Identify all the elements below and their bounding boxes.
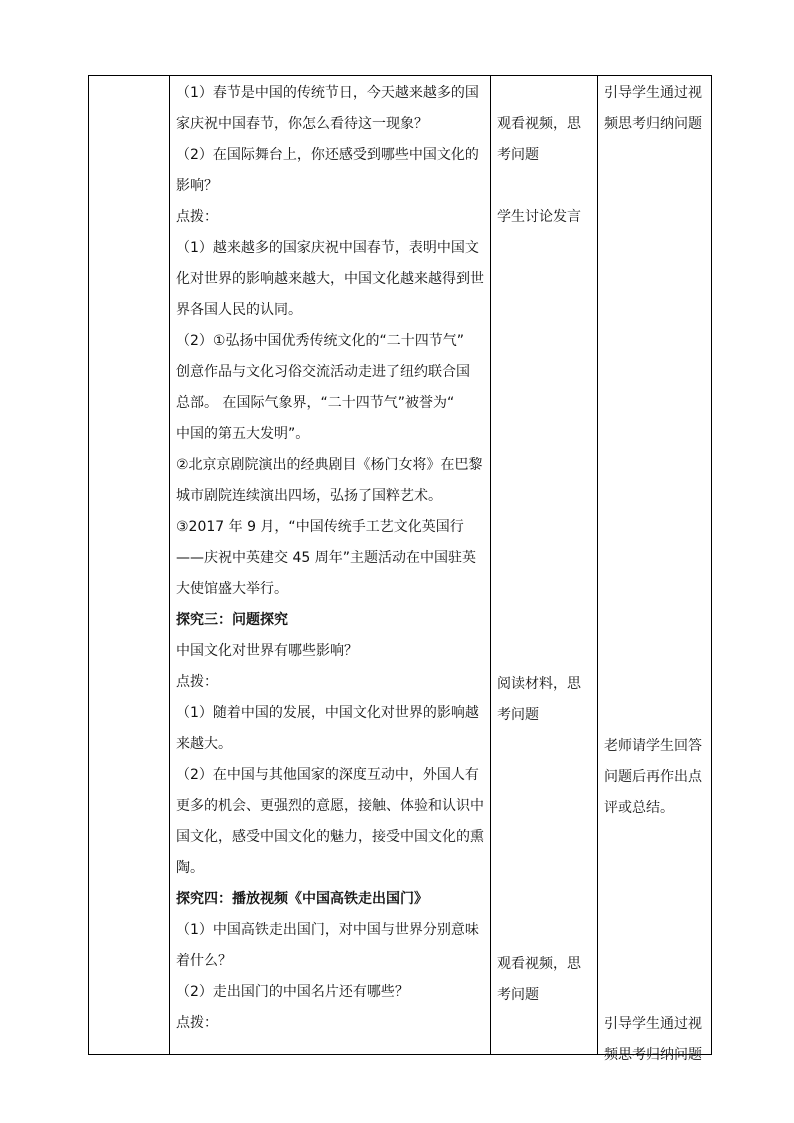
content-line: （1）中国高铁走出国门，对中国与世界分别意味 [176, 922, 479, 938]
content-line: 国文化，感受中国文化的魅力，接受中国文化的熏 [176, 829, 484, 845]
teaching-content [170, 76, 490, 1039]
design-intent-note: 引导学生通过视频思考归纳问题 [604, 1016, 702, 1063]
content-line: 影响？ [176, 178, 218, 194]
student-activity-note: 学生讨论发言 [497, 209, 581, 225]
section-column-cell [89, 76, 170, 1055]
content-line: 大使馆盛大举行。 [176, 581, 288, 597]
content-line: 总部。 在国际气象界，“二十四节气”被誉为“ [176, 395, 455, 411]
student-activity-note: 阅读材料，思考问题 [497, 676, 581, 723]
content-line: （2）①弘扬中国优秀传统文化的“二十四节气” [176, 333, 464, 349]
content-line: 陶。 [176, 860, 204, 876]
content-line: 着什么？ [176, 953, 232, 969]
content-line: 化对世界的影响越来越大，中国文化越来越得到世 [176, 271, 484, 287]
design-intent-cell [598, 76, 712, 1063]
content-line: 点拨： [176, 209, 218, 225]
student-activity-cell [491, 76, 598, 1055]
content-line: （2）走出国门的中国名片还有哪些？ [176, 984, 409, 1000]
content-line: 家庆祝中国春节，你怎么看待这一现象？ [176, 116, 428, 132]
design-intent-note: 老师请学生回答问题后再作出点评或总结。 [604, 738, 702, 816]
lesson-plan-table [88, 75, 712, 1063]
content-line: 城市剧院连续演出四场，弘扬了国粹艺术。 [176, 488, 442, 504]
content-line: 界各国人民的认同。 [176, 302, 302, 318]
student-activity-note: 观看视频，思考问题 [497, 116, 581, 163]
content-line: 点拨： [176, 1015, 218, 1031]
content-line: 更多的机会、更强烈的意愿，接触、体验和认识中 [176, 798, 484, 814]
table-row [89, 76, 712, 1055]
content-line: ——庆祝中英建交 45 周年”主题活动在中国驻英 [176, 550, 476, 566]
content-line: 中国的第五大发明”。 [176, 426, 310, 442]
content-line: 中国文化对世界有哪些影响？ [176, 643, 358, 659]
content-line: 点拨： [176, 674, 218, 690]
content-line: （1）越来越多的国家庆祝中国春节，表明中国文 [176, 240, 479, 256]
content-line: ②北京京剧院演出的经典剧目《杨门女将》在巴黎 [176, 457, 483, 473]
content-line: 来越大。 [176, 736, 232, 752]
teaching-content-cell [170, 76, 491, 1055]
content-line: （1）春节是中国的传统节日，今天越来越多的国 [176, 85, 479, 101]
design-intent-note: 引导学生通过视频思考归纳问题 [604, 85, 702, 132]
content-line: （2）在中国与其他国家的深度互动中，外国人有 [176, 767, 479, 783]
content-line: 创意作品与文化习俗交流活动走进了纽约联合国 [176, 364, 470, 380]
content-line: ③2017 年 9 月，“中国传统手工艺文化英国行 [176, 519, 464, 535]
content-line: （1）随着中国的发展，中国文化对世界的影响越 [176, 705, 479, 721]
section-heading: 探究三：问题探究 [176, 612, 288, 628]
content-line: （2）在国际舞台上，你还感受到哪些中国文化的 [176, 147, 479, 163]
section-heading: 探究四：播放视频《中国高铁走出国门》 [176, 891, 428, 907]
student-activity-note: 观看视频，思考问题 [497, 956, 581, 1003]
